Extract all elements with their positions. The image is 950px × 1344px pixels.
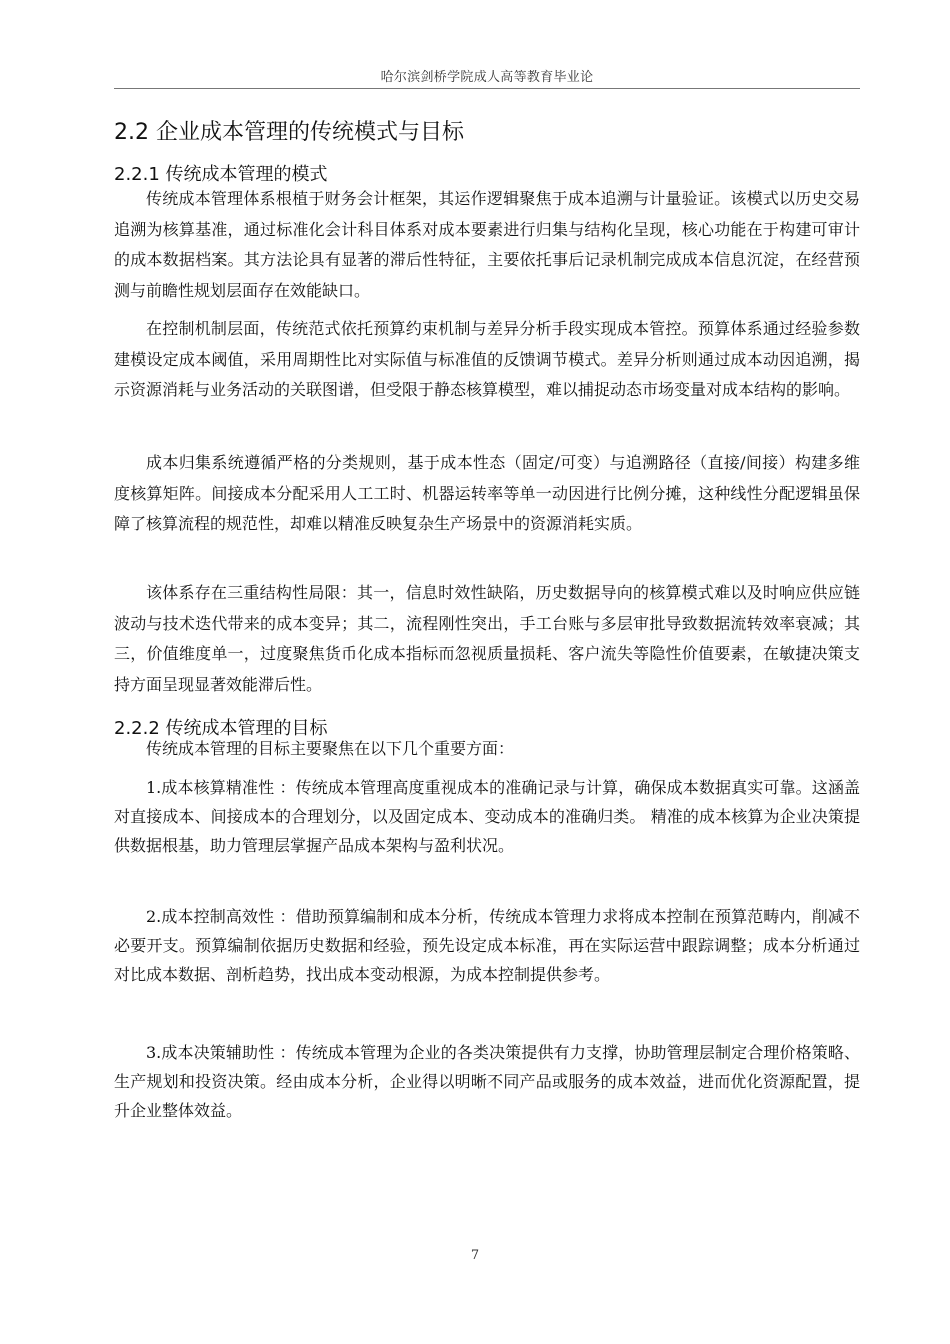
goal-item-1: 1.成本核算精准性 ：传统成本管理高度重视成本的准确记录与计算，确保成本数据真实可靠。这涵盖对直接成本、间接成本的合理划分，以及固定成本、变动成本的准确归类。 精准的成本核算为企业决策提供数据根基，助力管理层掌握产品成本架构与盈利状况。 <box>114 778 860 855</box>
intro-paragraph: 传统成本管理的目标主要聚焦在以下几个重要方面： <box>146 739 515 758</box>
section-heading: 2.2 企业成本管理的传统模式与目标 <box>114 120 464 145</box>
paragraph: 在控制机制层面，传统范式依托预算约束机制与差异分析手段实现成本管控。预算体系通过经验参数建模设定成本阈值，采用周期性比对实际值与标准值的反馈调节模式。差异分析则通过成本动因追溯，揭示资源消耗与业务活动的关联图谱，但受限于静态核算模型，难以捕捉动态市场变量对成本结构的影响。 <box>114 319 860 399</box>
paragraph: 成本归集系统遵循严格的分类规则，基于成本性态（固定/可变）与追溯路径（直接/间接）构建多维度核算矩阵。间接成本分配采用人工工时、机器运转率等单一动因进行比例分摊，这种线性分配逻辑虽保障了核算流程的规范性，却难以精准反映复杂生产场景中的资源消耗实质。 <box>114 453 860 533</box>
page-number: 7 <box>470 1248 480 1263</box>
subsection-heading-2-2-2: 2.2.2 传统成本管理的目标 <box>114 718 328 739</box>
paragraph: 该体系存在三重结构性局限：其一，信息时效性缺陷，历史数据导向的核算模式难以及时响应供应链波动与技术迭代带来的成本变异；其二，流程刚性突出，手工台账与多层审批导致数据流转效率衰减；其三，价值维度单一，过度聚焦货币化成本指标而忽视质量损耗、客户流失等隐性价值要素，在敏捷决策支持方面呈现显著效能滞后性。 <box>114 583 860 694</box>
goal-item-3: 3.成本决策辅助性 ：传统成本管理为企业的各类决策提供有力支撑，协助管理层制定合理价格策略、生产规划和投资决策。经由成本分析，企业得以明晰不同产品或服务的成本效益，进而优化资源配置，提升企业整体效益。 <box>114 1043 860 1120</box>
goal-item-2: 2.成本控制高效性 ：借助预算编制和成本分析，传统成本管理力求将成本控制在预算范畴内，削减不必要开支。预算编制依据历史数据和经验，预先设定成本标准，再在实际运营中跟踪调整；成本分析通过对比成本数据、剖析趋势，找出成本变动根源，为成本控制提供参考。 <box>114 907 860 984</box>
running-header: 哈尔滨剑桥学院成人高等教育毕业论 <box>380 70 594 85</box>
paragraph: 传统成本管理体系根植于财务会计框架，其运作逻辑聚焦于成本追溯与计量验证。该模式以历史交易追溯为核算基准，通过标准化会计科目体系对成本要素进行归集与结构化呈现，核心功能在于构建可审计的成本数据档案。其方法论具有显著的滞后性特征，主要依托事后记录机制完成成本信息沉淀，在经营预测与前瞻性规划层面存在效能缺口。 <box>114 189 860 300</box>
subsection-heading-2-2-1: 2.2.1 传统成本管理的模式 <box>114 164 328 185</box>
header-divider <box>114 88 860 89</box>
